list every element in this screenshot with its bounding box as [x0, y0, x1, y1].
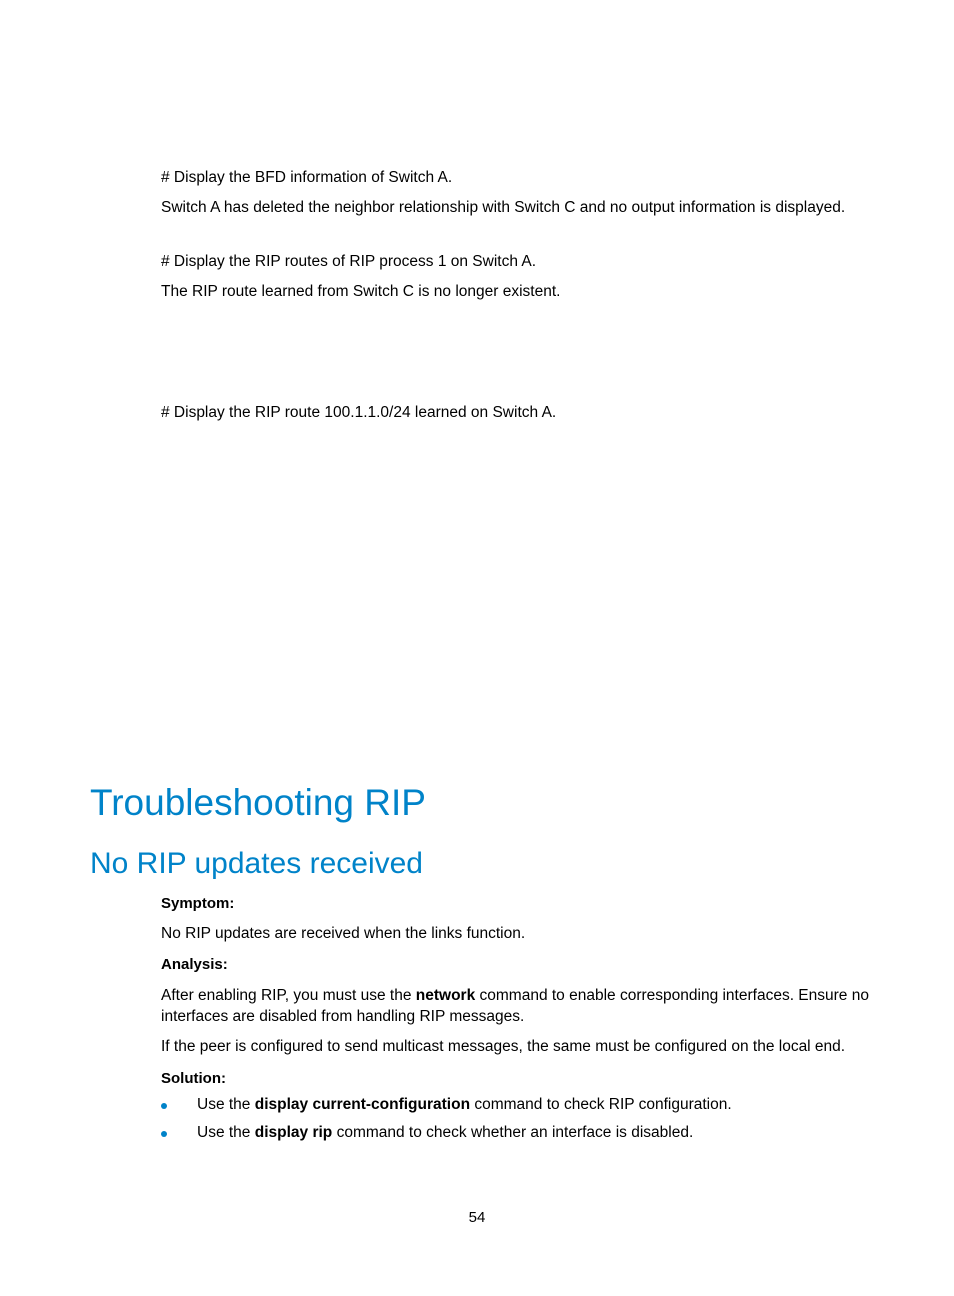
- analysis-command: network: [415, 987, 476, 1004]
- analysis-text: [161, 985, 871, 1027]
- analysis-pre: After enabling RIP, you must use the: [161, 987, 416, 1004]
- section-title: No RIP updates received: [90, 847, 423, 880]
- bullet-icon: [161, 1103, 167, 1109]
- symptom-text: No RIP updates are received when the links function.: [161, 925, 526, 942]
- paragraph: Switch A has deleted the neighbor relationship with Switch C and no output information is displayed.: [161, 199, 846, 216]
- page-number: 54: [468, 1209, 486, 1226]
- analysis-label: Analysis:: [161, 956, 228, 973]
- paragraph: The RIP route learned from Switch C is no longer existent.: [161, 283, 561, 300]
- list-item-text: Use the display rip command to check whether an interface is disabled.: [197, 1124, 694, 1141]
- list-item-text: Use the display current-configuration command to check RIP configuration.: [197, 1096, 732, 1113]
- bullet-icon: [161, 1131, 167, 1137]
- analysis-post: command to enable corresponding interfaces. Ensure no interfaces are disabled from handling RIP messages.: [161, 987, 869, 1025]
- analysis-text-2: If the peer is configured to send multicast messages, the same must be configured on the local end.: [161, 1038, 846, 1055]
- paragraph: # Display the RIP routes of RIP process 1 on Switch A.: [161, 253, 537, 270]
- chapter-title: Troubleshooting RIP: [90, 782, 426, 823]
- paragraph: # Display the BFD information of Switch A.: [161, 169, 453, 186]
- paragraph: # Display the RIP route 100.1.1.0/24 learned on Switch A.: [161, 404, 557, 421]
- symptom-label: Symptom:: [161, 895, 235, 912]
- solution-label: Solution:: [161, 1070, 226, 1087]
